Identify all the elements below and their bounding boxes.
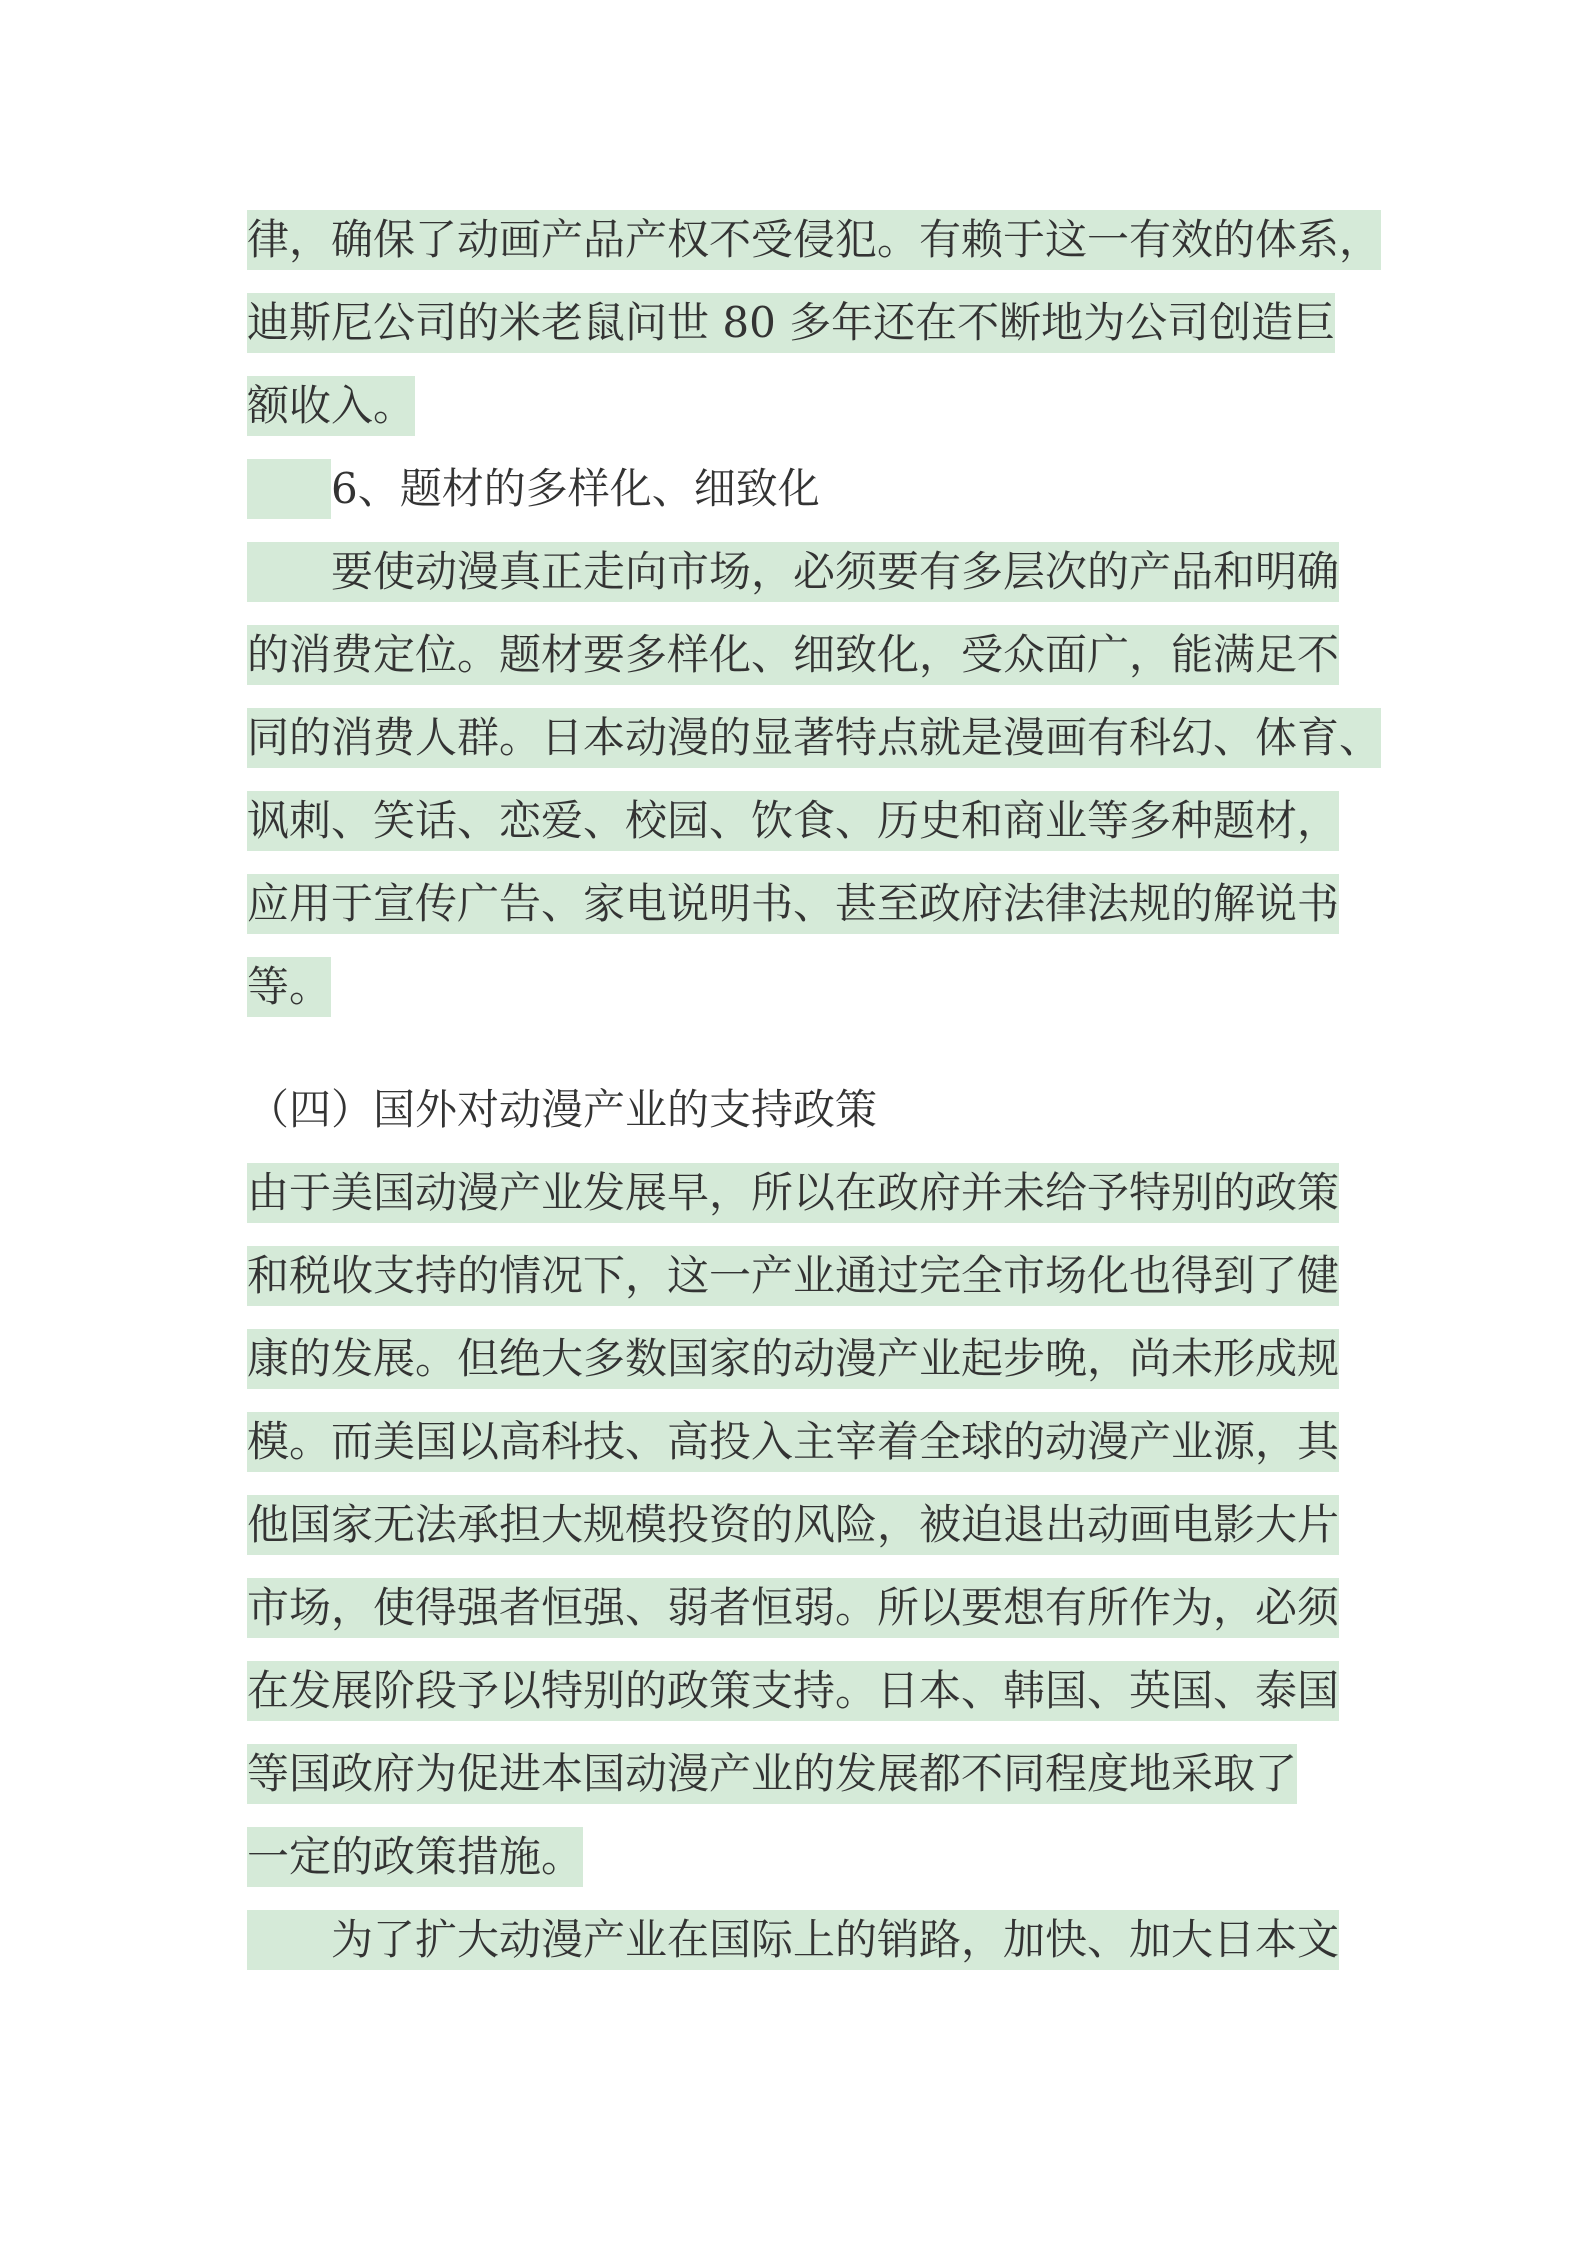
indent-highlight xyxy=(247,459,331,519)
text-line: 他国家无法承担大规模投资的风险，被迫退出动画电影大片 xyxy=(247,1495,1339,1555)
text-line: 迪斯尼公司的米老鼠问世 80 多年还在不断地为公司创造巨 xyxy=(247,293,1335,353)
text-line: 同的消费人群。日本动漫的显著特点就是漫画有科幻、体育、 xyxy=(247,708,1381,768)
text-line-content: 要使动漫真正走向市场，必须要有多层次的产品和明确 xyxy=(331,547,1340,596)
text-line: 模。而美国以高科技、高投入主宰着全球的动漫产业源，其 xyxy=(247,1412,1339,1472)
indent xyxy=(247,1910,331,1970)
indent xyxy=(247,542,331,602)
text-line: 和税收支持的情况下，这一产业通过完全市场化也得到了健 xyxy=(247,1246,1339,1306)
text-line-content: 为了扩大动漫产业在国际上的销路，加快、加大日本文 xyxy=(331,1915,1340,1964)
text-line: 在发展阶段予以特别的政策支持。日本、韩国、英国、泰国 xyxy=(247,1661,1339,1721)
text-line: 应用于宣传广告、家电说明书、甚至政府法律法规的解说书 xyxy=(247,874,1339,934)
text-line: 等。 xyxy=(247,957,331,1017)
text-line xyxy=(247,542,1339,602)
text-line xyxy=(247,1910,1339,1970)
text-line: 康的发展。但绝大多数国家的动漫产业起步晚，尚未形成规 xyxy=(247,1329,1339,1389)
text-line: 讽刺、笑话、恋爱、校园、饮食、历史和商业等多种题材， xyxy=(247,791,1339,851)
text-line: 市场，使得强者恒强、弱者恒弱。所以要想有所作为，必须 xyxy=(247,1578,1339,1638)
subheading xyxy=(247,459,820,519)
text-line: 的消费定位。题材要多样化、细致化，受众面广，能满足不 xyxy=(247,625,1339,685)
text-line: 一定的政策措施。 xyxy=(247,1827,583,1887)
text-line: 等国政府为促进本国动漫产业的发展都不同程度地采取了 xyxy=(247,1744,1297,1804)
text-line: 由于美国动漫产业发展早，所以在政府并未给予特别的政策 xyxy=(247,1163,1339,1223)
text-line: 律，确保了动画产品产权不受侵犯。有赖于这一有效的体系， xyxy=(247,210,1381,270)
subheading-text: 6、题材的多样化、细致化 xyxy=(331,464,820,513)
text-line: 额收入。 xyxy=(247,376,415,436)
section-heading: （四）国外对动漫产业的支持政策 xyxy=(247,1085,878,1134)
